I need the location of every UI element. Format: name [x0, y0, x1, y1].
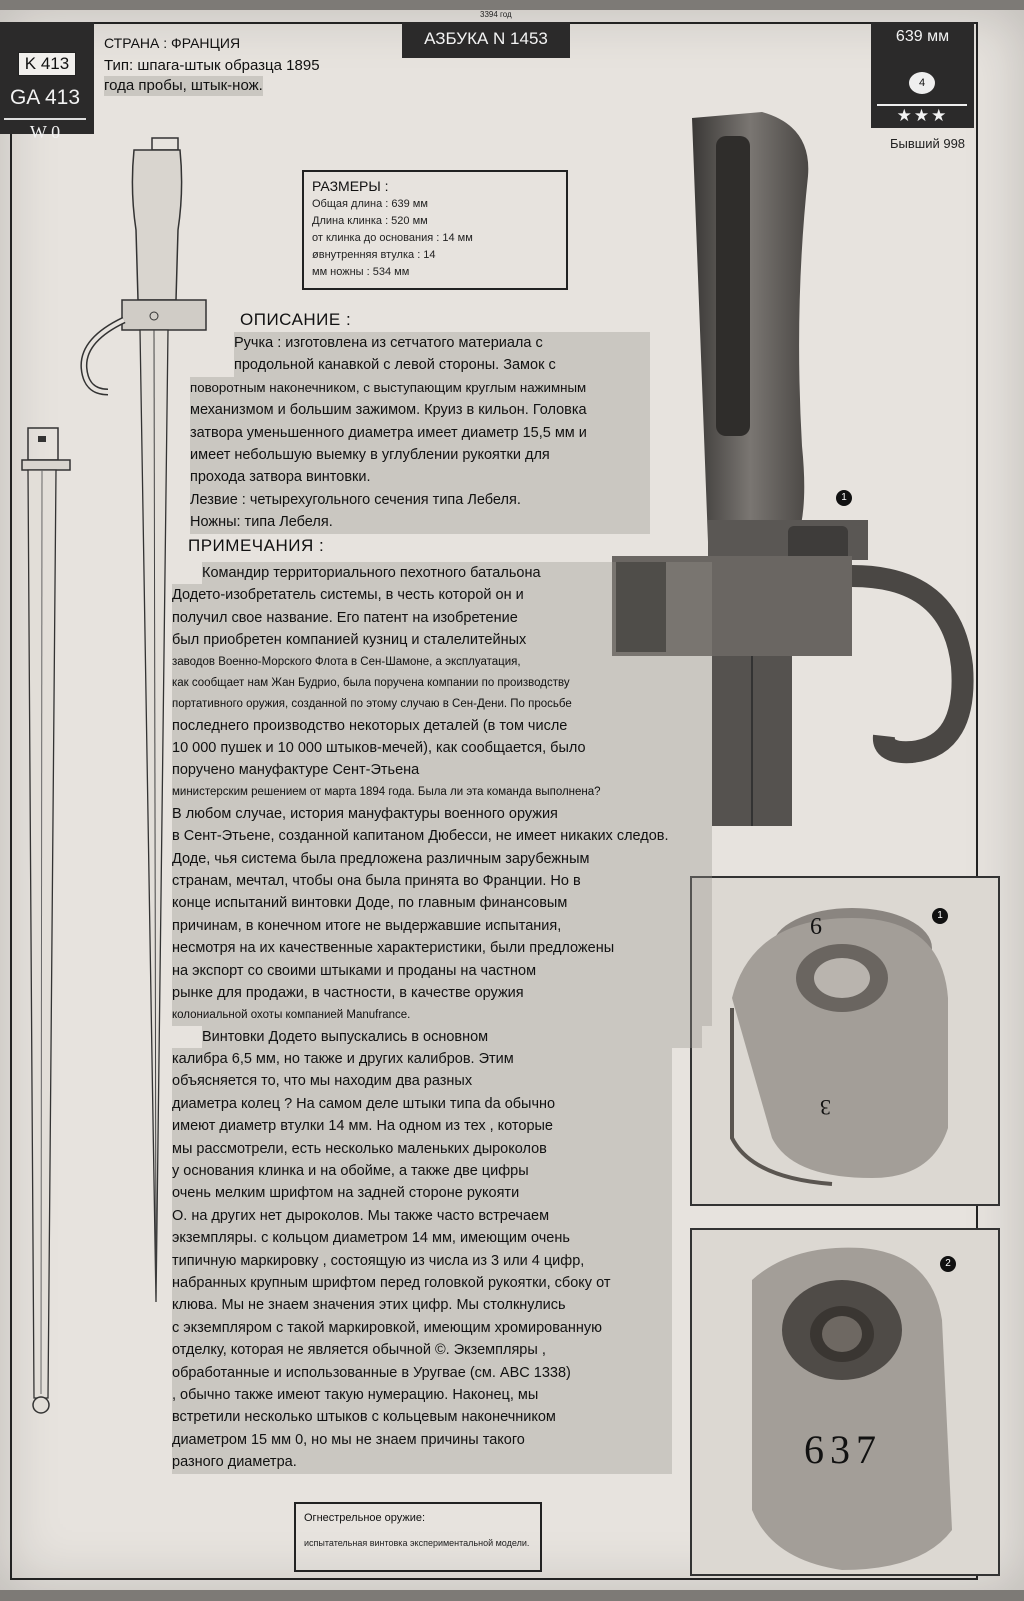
notes-line: странам, мечтал, чтобы она была принята во Франции. Но в [172, 870, 712, 892]
former-number: Бывший 998 [890, 136, 966, 151]
photo-badge: 2 [940, 1256, 956, 1272]
notes-line: Командир территориального пехотного батальона [202, 562, 712, 584]
description-line: продольной канавкой с левой стороны. Замок с [234, 354, 650, 376]
notes-line: очень мелким шрифтом на задней стороне рукояти [172, 1182, 672, 1204]
detail-mark: 3 [820, 1095, 831, 1120]
notes-line: экземпляры. с кольцом диаметром 14 мм, имеющим очень [172, 1227, 672, 1249]
detail-mark: 6 [810, 914, 822, 940]
description-text [190, 332, 650, 534]
dimension-row: øвнутренняя втулка : 14 [312, 249, 436, 261]
notes-line: имеют диаметр втулки 14 мм. На одном из тех , которые [172, 1115, 672, 1137]
notes-line: несмотря на их качественные характеристики, были предложены [172, 937, 712, 959]
type-description [104, 56, 394, 96]
detail-photo-1 [690, 876, 1000, 1206]
notes-line: министерским решением от марта 1894 года. Была ли эта команда выполнена? [172, 782, 712, 803]
notes-line: Додето-изобретатель системы, в честь которой он и [172, 584, 712, 606]
notes-line: диаметра колец ? На самом деле штыки типа da обычно [172, 1093, 672, 1115]
description-line: Ручка : изготовлена из сетчатого материала с [234, 332, 650, 354]
k-number: K 413 [18, 52, 76, 76]
description-line: затвора уменьшенного диаметра имеет диаметр 15,5 мм и [190, 422, 650, 444]
notes-line: поручено мануфактуре Сент-Этьена [172, 759, 712, 781]
notes-line: на экспорт со своими штыками и проданы на частном [172, 960, 712, 982]
notes-line: как сообщает нам Жан Будрио, была поручена компании по производству [172, 673, 712, 694]
description-line: Лезвие : четырехугольного сечения типа Лебеля. [190, 489, 650, 511]
notes-line: В любом случае, история мануфактуры военного оружия [172, 803, 712, 825]
dimensions-title: РАЗМЕРЫ : [312, 178, 389, 194]
description-line: прохода затвора винтовки. [190, 466, 650, 488]
description-line: Ножны: типа Лебеля. [190, 511, 650, 533]
notes-line: был приобретен компанией кузниц и сталелитейных [172, 629, 712, 651]
dimension-row: Длина клинка : 520 мм [312, 215, 428, 227]
notes-line: рынке для продажи, в частности, в качестве оружия [172, 982, 712, 1004]
notes-line: портативного оружия, созданной по этому случаю в Сен-Дени. По просьбе [172, 694, 712, 715]
description-line: поворотным наконечником, с выступающим круглым нажимным [190, 377, 650, 399]
notes-line: Винтовки Додето выпускались в основном [202, 1026, 702, 1048]
notes-line: Доде, чья система была предложена различным зарубежным [172, 848, 712, 870]
dimension-row: мм ножны : 534 мм [312, 266, 410, 278]
description-line: механизмом и большим зажимом. Круиз в кильон. Головка [190, 399, 650, 421]
notes-line: встретили несколько штыков с кольцевым наконечником [172, 1406, 672, 1428]
type-line: года пробы, штык-нож. [104, 77, 263, 94]
notes-line: в Сент-Этьене, созданной капитаном Дюбесси, не имеет никаких следов. [172, 825, 712, 847]
notes-line: разного диаметра. [172, 1451, 672, 1473]
rarity-circle: 4 [909, 72, 935, 94]
notes-line: у основания клинка и на обойме, а также две цифры [172, 1160, 672, 1182]
notes-line: получил свое название. Его патент на изобретение [172, 607, 712, 629]
notes-line: объясняется то, что мы находим два разных [172, 1070, 672, 1092]
photo-badge: 1 [932, 908, 948, 924]
firearm-text: испытательная винтовка экспериментальной модели. [304, 1538, 530, 1548]
notes-line: , обычно также имеют такую нумерацию. Наконец, мы [172, 1384, 672, 1406]
notes-line: типичную маркировку , состоящую из числа из 3 или 4 цифр, [172, 1250, 672, 1272]
detail-number: 637 [804, 1427, 882, 1472]
id-block [0, 22, 94, 142]
notes-line: конце испытаний винтовки Доде, по главным финансовым [172, 892, 712, 914]
top-note: 3394 год [480, 10, 512, 19]
catalog-page [0, 10, 1024, 1590]
notes-line: 10 000 пушек и 10 000 штыков-мечей), как сообщается, было [172, 737, 712, 759]
notes-line: клюва. Мы не знаем значения этих цифр. Мы столкнулись [172, 1294, 672, 1316]
notes-line: набранных крупным шрифтом перед головкой рукоятки, сбоку от [172, 1272, 672, 1294]
notes-line: обработанные и использованные в Уругвае (см. ABC 1338) [172, 1362, 672, 1384]
notes-line: последнего производство некоторых деталей (в том числе [172, 715, 712, 737]
notes-line: отделку, которая не является обычной ©. Экземпляры , [172, 1339, 672, 1361]
total-length: 639 мм [895, 28, 950, 45]
dimension-row: от клинка до основания : 14 мм [312, 232, 473, 244]
notes-line: колониальной охоты компанией Manufrance. [172, 1005, 712, 1026]
firearm-title: Огнестрельное оружие: [304, 1512, 426, 1524]
notes-line: О. на других нет дыроколов. Мы также часто встречаем [172, 1205, 672, 1227]
notes-heading: ПРИМЕЧАНИЯ : [188, 536, 325, 555]
country: СТРАНА : ФРАНЦИЯ [104, 35, 241, 51]
notes-line: диаметром 15 мм 0, но мы не знаем причины такого [172, 1429, 672, 1451]
abc-number: АЗБУКА N 1453 [402, 22, 570, 58]
notes-text [172, 562, 712, 1474]
firearm-box [294, 1502, 542, 1572]
dimensions-box [302, 170, 568, 290]
notes-line: заводов Военно-Морского Флота в Сен-Шамоне, а эксплуатация, [172, 652, 712, 673]
notes-line: с экземпляром с такой маркировкой, имеющим хромированную [172, 1317, 672, 1339]
w-code: W 0 [4, 118, 86, 144]
notes-line: причинам, в конечном итоге не выдержавшие испытания, [172, 915, 712, 937]
dimension-row: Общая длина : 639 мм [312, 198, 428, 210]
notes-line: калибра 6,5 мм, но также и других калибров. Этим [172, 1048, 672, 1070]
notes-line: мы рассмотрели, есть несколько маленьких дыроколов [172, 1138, 672, 1160]
description-line: имеет небольшую выемку в углублении рукоятки для [190, 444, 650, 466]
ga-number: GA 413 [9, 86, 81, 109]
photo-badge: 1 [836, 490, 852, 506]
rating-stars: ★★★ [896, 106, 949, 125]
type-line: Тип: шпага-штык образца 1895 [104, 57, 320, 74]
detail-photo-2 [690, 1228, 1000, 1576]
description-heading: ОПИСАНИЕ : [240, 310, 352, 329]
